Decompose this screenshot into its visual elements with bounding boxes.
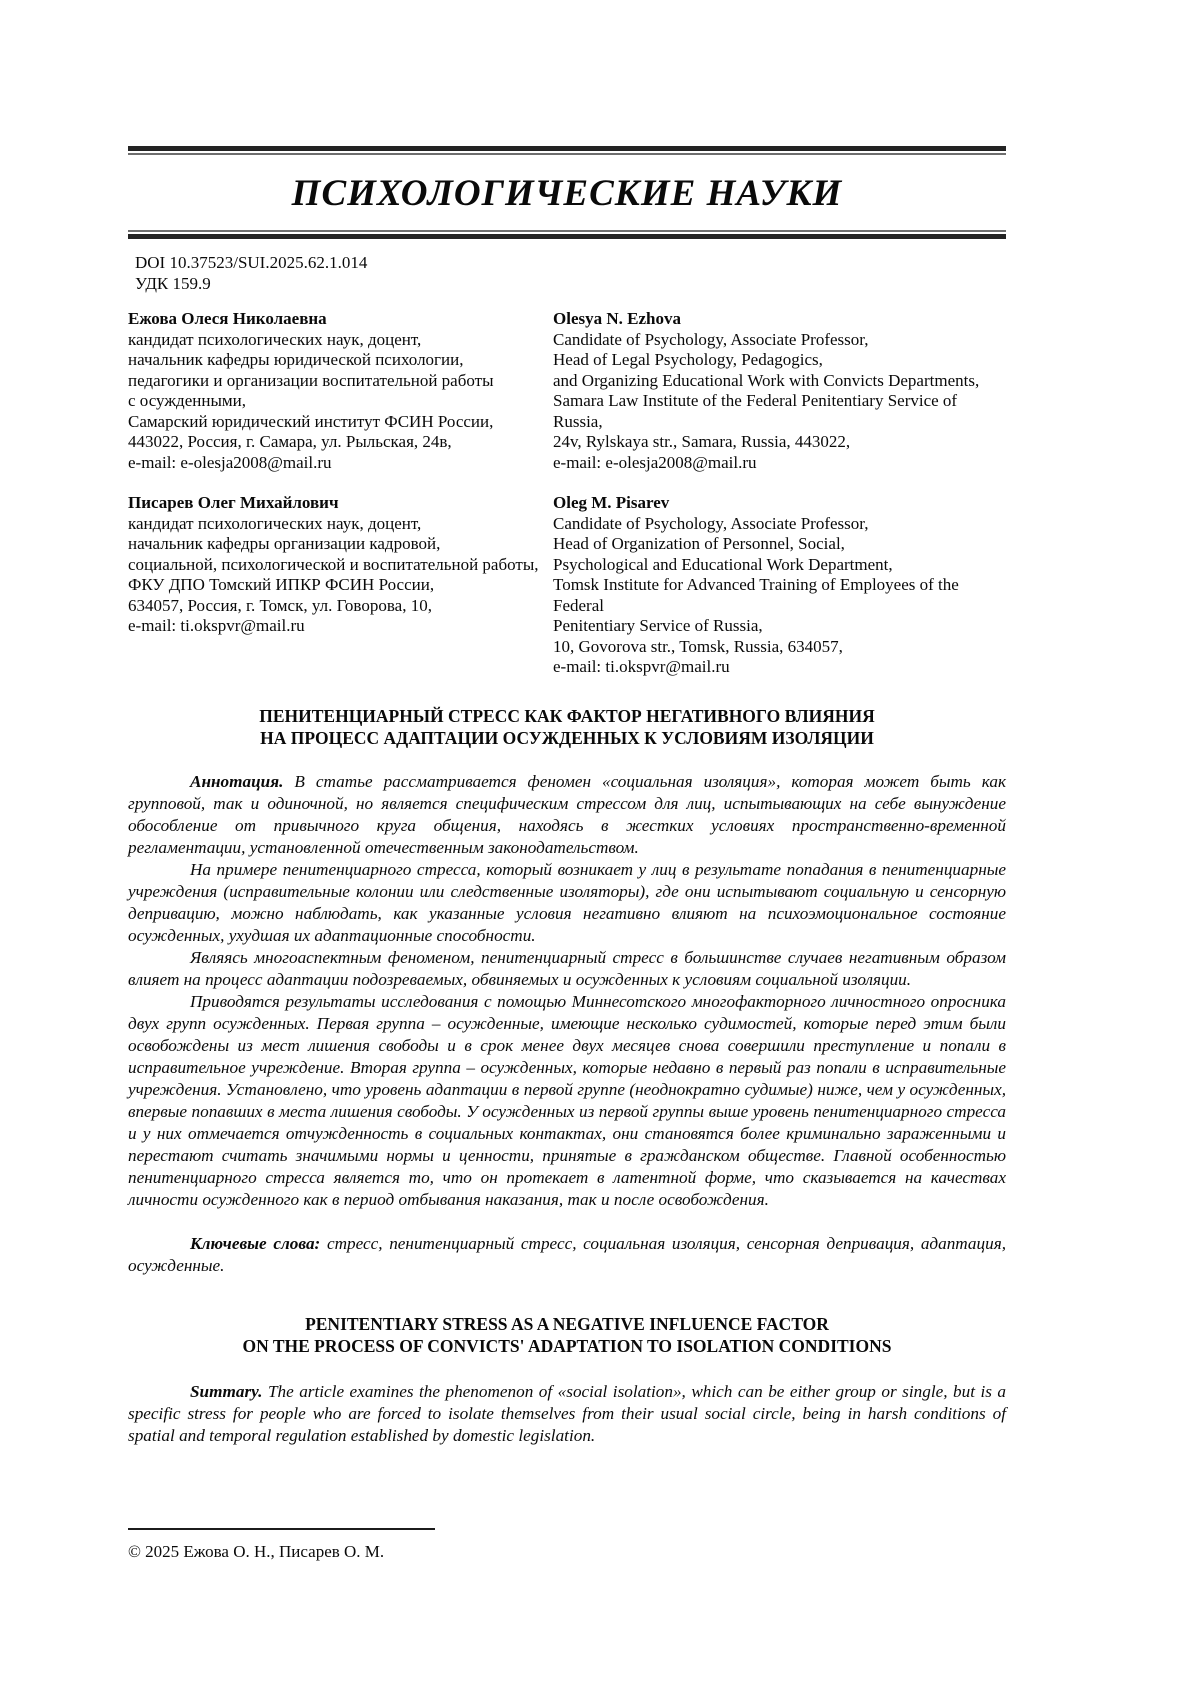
page-content: [128, 0, 1006, 1447]
author-line: Candidate of Psychology, Associate Professor,: [553, 513, 869, 533]
author-block-pisarev-ru: [128, 493, 553, 678]
article-title-ru-line1: ПЕНИТЕНЦИАРНЫЙ СТРЕСС КАК ФАКТОР НЕГАТИВНОГО ВЛИЯНИЯ: [259, 705, 875, 726]
footnote-rule: [128, 1528, 435, 1530]
keywords-lead: Ключевые слова:: [190, 1233, 321, 1253]
article-title-ru-line2: НА ПРОЦЕСС АДАПТАЦИИ ОСУЖДЕННЫХ К УСЛОВИЯМ ИЗОЛЯЦИИ: [260, 728, 874, 748]
author-line: and Organizing Educational Work with Convicts Departments,: [553, 370, 980, 390]
copyright-line: © 2025 Ежова О. Н., Писарев О. М.: [128, 1542, 385, 1561]
author-line: 443022, Россия, г. Самара, ул. Рыльская, 24в,: [128, 432, 452, 451]
page-footer: [128, 1528, 1006, 1562]
author-line: Head of Legal Psychology, Pedagogics,: [553, 350, 823, 369]
keywords-paragraph: [128, 1233, 1006, 1277]
author-name: Ежова Олеся Николаевна: [128, 309, 327, 328]
author-line: кандидат психологических наук, доцент,: [128, 513, 422, 533]
identifiers-block: [128, 252, 1006, 294]
author-line: начальник кафедры организации кадровой,: [128, 534, 441, 553]
section-title: ПСИХОЛОГИЧЕСКИЕ НАУКИ: [291, 173, 843, 214]
author-email: e-mail: ti.okspvr@mail.ru: [553, 657, 730, 676]
author-line: Penitentiary Service of Russia,: [553, 616, 763, 635]
author-line: Head of Organization of Personnel, Social,: [553, 534, 845, 553]
author-name: Oleg M. Pisarev: [553, 493, 670, 512]
udc-line: УДК 159.9: [135, 274, 211, 293]
author-line: 634057, Россия, г. Томск, ул. Говорова, 10,: [128, 595, 432, 615]
summary-lead: Summary.: [190, 1381, 263, 1401]
author-line: Samara Law Institute of the Federal Penitentiary Service of Russia,: [553, 391, 958, 431]
abstract-paragraph-2: На примере пенитенциарного стресса, который возникает у лиц в результате попадания в пенитенциарные учреждения (исправительные колонии или следственные изоляторы), где они испытывают социальную и сенсорную депривацию, можно наблюдать, как указанные условия негативно влияют на психоэмоциональное состояние осужденных, ухудшая их адаптационные способности.: [128, 859, 1006, 945]
author-line: ФКУ ДПО Томский ИПКР ФСИН России,: [128, 575, 435, 594]
author-line: 10, Govorova str., Tomsk, Russia, 634057,: [553, 636, 843, 656]
author-name: Olesya N. Ezhova: [553, 309, 681, 328]
article-title-ru: [128, 705, 1006, 750]
abstract-paragraph-4: Приводятся результаты исследования с помощью Миннесотского многофакторного личностного опросника двух групп осужденных. Первая группа – осужденные, имеющие несколько судимостей, которые перед этим были освобождены из мест лишения свободы и в срок менее двух месяцев снова совершили преступление и попали в исправительное учреждение. Вторая группа – осужденных, которые недавно в первый раз попали в исправительные учреждения. Установлено, что уровень адаптации в первой группе (неоднократно судимые) ниже, чем у осужденных, впервые попавших в места лишения свободы. У осужденных из первой группы выше уровень пенитенциарного стресса и у них отмечается отчужденность в социальных контактах, они становятся более криминально зараженными и перестают считать значимыми нормы и ценности, принятые в гражданском обществе. Главной особенностью пенитенциарного стресса является то, что он протекает в латентной форме, что сказывается на качествах личности осужденного как в период отбывания наказания, так и после освобождения.: [128, 991, 1006, 1209]
author-line: начальник кафедры юридической психологии,: [128, 350, 464, 369]
section-header-band: [128, 146, 1006, 239]
author-block-ezhova-ru: [128, 309, 553, 473]
author-email: e-mail: e-olesja2008@mail.ru: [128, 452, 332, 472]
abstract-lead: Аннотация.: [190, 771, 284, 791]
abstract-paragraph-3: Являясь многоаспектным феноменом, пенитенциарный стресс в большинстве случаев негативным образом влияет на процесс адаптации подозреваемых, обвиняемых и осужденных к условиям социальной изоляции.: [128, 947, 1006, 989]
author-line: Psychological and Educational Work Department,: [553, 554, 893, 574]
author-block-pisarev-en: [553, 493, 1006, 678]
author-line: кандидат психологических наук, доцент,: [128, 329, 422, 349]
abstract-text-1: В статье рассматривается феномен «социальная изоляция», которая может быть как групповой, так и одиночной, но является специфическим стрессом для лиц, испытывающих на себе вынуждение обособление от привычного круга общения, находясь в жестких условиях пространственно-временной регламентации, установленной отечественным законодательством.: [128, 771, 1006, 857]
author-line: Самарский юридический институт ФСИН России,: [128, 411, 494, 431]
doi-line: DOI 10.37523/SUI.2025.62.1.014: [135, 253, 368, 272]
keywords-text: стресс, пенитенциарный стресс, социальная изоляция, сенсорная депривация, адаптация, осужденные.: [128, 1233, 1007, 1275]
summary-text: The article examines the phenomenon of «social isolation», which can be either group or single, but is a specific stress for people who are forced to isolate themselves from their usual social circle, being in harsh conditions of spatial and temporal regulation established by domestic legislation.: [128, 1381, 1007, 1445]
author-line: Tomsk Institute for Advanced Training of Employees of the Federal: [553, 575, 959, 615]
authors-grid: [128, 309, 1006, 678]
author-line: Candidate of Psychology, Associate Professor,: [553, 329, 869, 349]
author-name: Писарев Олег Михайлович: [128, 493, 339, 512]
author-email: e-mail: ti.okspvr@mail.ru: [128, 616, 305, 635]
author-line: с осужденными,: [128, 391, 246, 410]
author-line: 24v, Rylskaya str., Samara, Russia, 443022,: [553, 432, 851, 451]
author-line: педагогики и организации воспитательной работы: [128, 370, 494, 390]
author-line: социальной, психологической и воспитательной работы,: [128, 554, 539, 574]
abstract-paragraph-1: [128, 771, 1006, 859]
summary-paragraph: [128, 1381, 1006, 1447]
author-block-ezhova-en: [553, 309, 1006, 473]
abstract-section: [128, 771, 1006, 1277]
article-title-en-line1: PENITENTIARY STRESS AS A NEGATIVE INFLUENCE FACTOR: [305, 1313, 829, 1334]
bottom-double-rule: [128, 230, 1006, 239]
top-double-rule: [128, 146, 1006, 155]
author-email: e-mail: e-olesja2008@mail.ru: [553, 452, 757, 472]
article-title-en: [128, 1313, 1006, 1358]
article-title-en-line2: ON THE PROCESS OF CONVICTS' ADAPTATION TO ISOLATION CONDITIONS: [242, 1336, 892, 1356]
